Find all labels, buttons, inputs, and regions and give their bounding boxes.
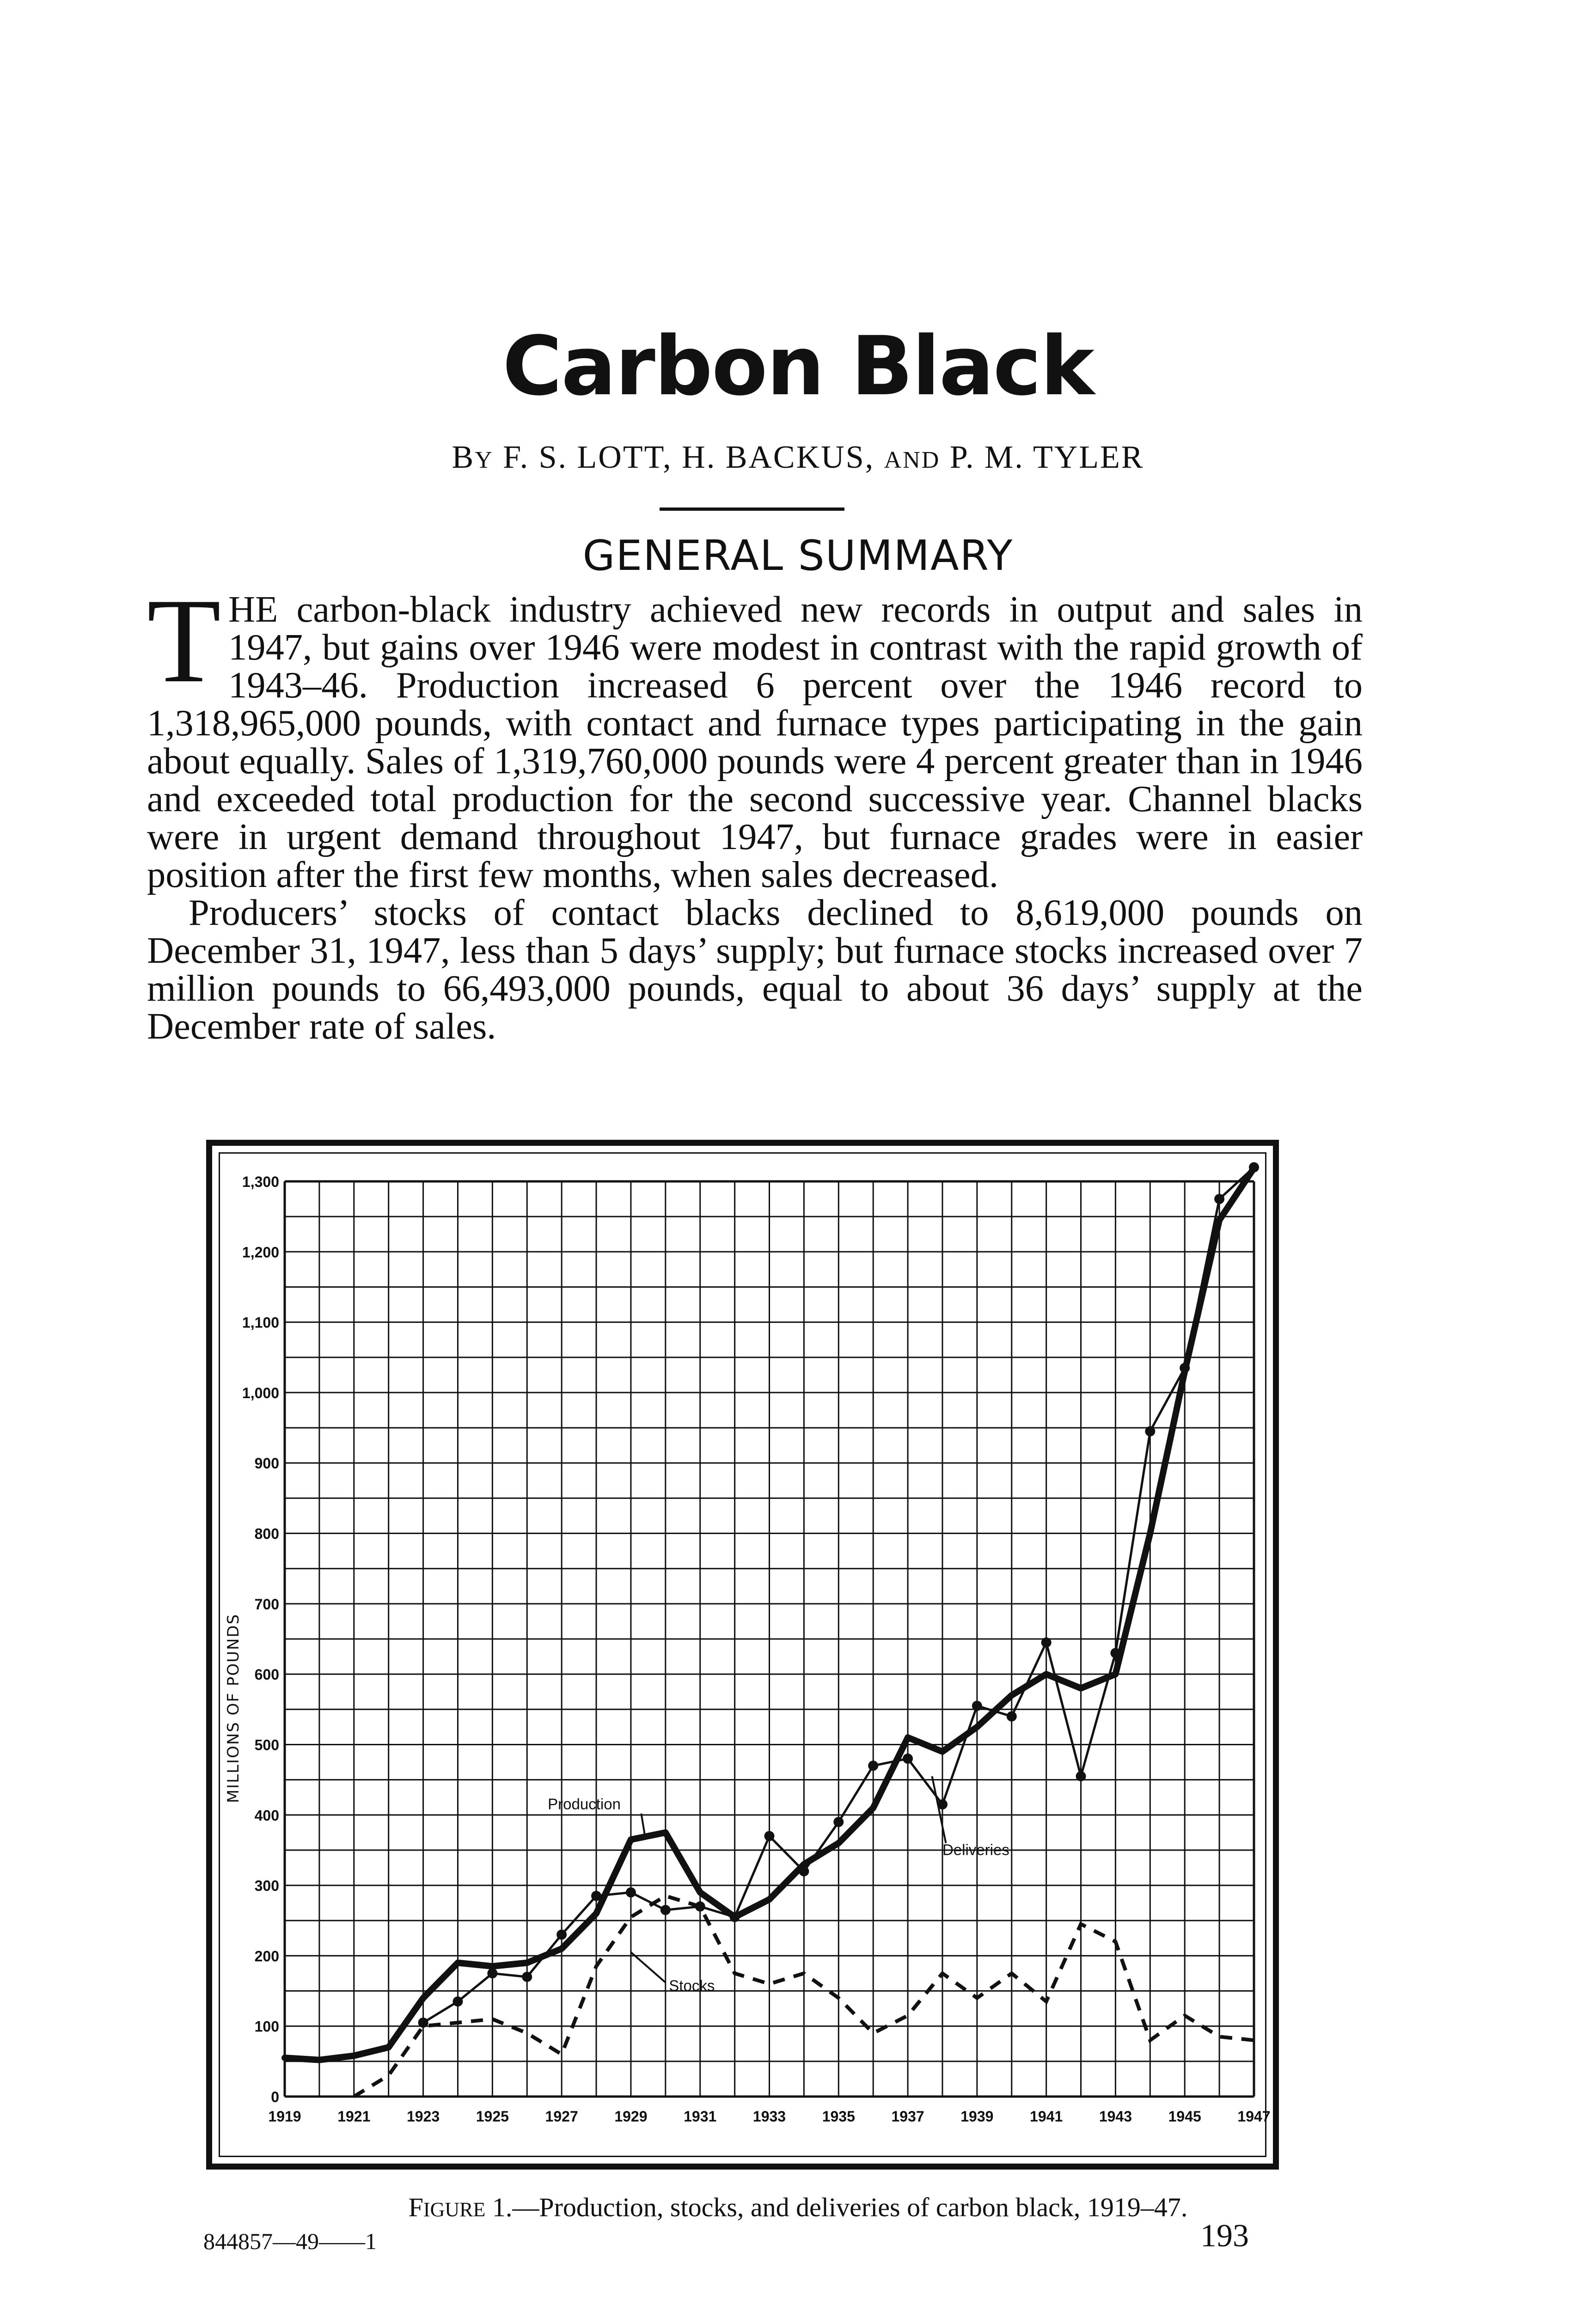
data-point-deliveries [522,1972,532,1982]
byline-prefix-small: Y [475,447,494,473]
annotation-production: Production [548,1795,621,1813]
data-point-deliveries [487,1968,497,1978]
x-tick-label: 1929 [614,2108,648,2125]
byline-authors-1: F. S. LOTT, H. BACKUS, [503,440,875,475]
annotation-deliveries: Deliveries [942,1841,1009,1859]
data-point-deliveries [903,1754,913,1764]
annotation-leader-deliveries [932,1776,946,1843]
annotation-leader-production [641,1814,644,1835]
y-tick-label: 600 [254,1666,279,1683]
data-point-deliveries [418,2018,428,2028]
caption-label-rest: IGURE [423,2198,486,2221]
x-tick-label: 1921 [337,2108,371,2125]
y-tick-label: 1,300 [242,1174,279,1190]
body-text [147,574,1363,1047]
drop-cap: T [147,574,221,708]
data-point-deliveries [556,1930,567,1940]
title-rule [660,507,844,511]
data-point-deliveries [833,1817,844,1827]
data-point-deliveries [1145,1426,1155,1437]
y-axis-label: MILLIONS OF POUNDS [224,1613,243,1804]
x-tick-label: 1931 [684,2108,717,2125]
data-point-deliveries [1076,1771,1086,1781]
byline-authors-2: P. M. TYLER [949,440,1144,475]
y-tick-label: 1,200 [242,1244,279,1261]
paragraph-1 [147,574,1363,895]
y-tick-label: 200 [254,1948,279,1965]
y-tick-label: 300 [254,1877,279,1895]
paragraph-2: Producers’ stocks of contact blacks declined to 8,619,000 pounds on December 31, 1947, less than 5 days’ supply; but furnace stocks increased over 7 million pounds to 66,493,000 pounds, equal to about 36 days’ supply at the December rate of sales. [147,892,1363,1047]
x-tick-label: 1923 [406,2108,440,2125]
byline-prefix: B [452,440,475,475]
x-tick-label: 1939 [960,2108,994,2125]
byline-and: AND [884,447,941,473]
data-point-deliveries [1007,1712,1017,1722]
data-point-deliveries [591,1891,601,1901]
x-tick-label: 1937 [891,2108,924,2125]
y-tick-label: 400 [254,1807,279,1824]
x-tick-label: 1927 [545,2108,578,2125]
figure-caption [0,2192,1596,2223]
article-title: Carbon Black [502,319,1094,414]
annotation-stocks: Stocks [669,1977,715,1994]
y-tick-label: 1,100 [242,1314,279,1331]
data-point-deliveries [972,1701,982,1711]
chart-grid [285,1181,1254,2097]
y-tick-label: 700 [254,1596,279,1613]
data-point-deliveries [453,1996,463,2006]
x-tick-label: 1945 [1168,2108,1201,2125]
x-tick-label: 1925 [476,2108,509,2125]
y-tick-label: 900 [254,1455,279,1472]
data-point-deliveries [799,1866,809,1877]
x-tick-label: 1947 [1237,2108,1271,2125]
data-point-deliveries [1110,1648,1120,1658]
y-tick-label: 0 [271,2089,279,2105]
y-tick-label: 100 [254,2018,279,2035]
annotation-leader-stocks [631,1952,666,1982]
data-point-deliveries [764,1831,775,1841]
y-tick-label: 1,000 [242,1384,279,1401]
figure-1-chart [206,1140,1279,2170]
data-point-deliveries [1249,1162,1259,1173]
y-tick-label: 500 [254,1736,279,1754]
data-point-deliveries [660,1905,671,1915]
caption-text: 1.—Production, stocks, and deliveries of carbon black, 1919–47. [492,2192,1188,2222]
y-tick-label: 800 [254,1525,279,1542]
x-tick-label: 1943 [1099,2108,1132,2125]
page-number: 193 [1200,2218,1249,2254]
data-point-deliveries [868,1761,878,1771]
x-tick-label: 1933 [752,2108,786,2125]
caption-label-first: F [408,2192,423,2222]
section-title: GENERAL SUMMARY [582,532,1014,580]
data-point-deliveries [1041,1638,1052,1648]
byline [0,439,1596,476]
x-tick-label: 1919 [268,2108,301,2125]
x-tick-label: 1935 [822,2108,855,2125]
x-tick-label: 1941 [1030,2108,1063,2125]
data-point-deliveries [626,1887,636,1897]
data-point-deliveries [1214,1194,1224,1204]
data-point-deliveries [730,1912,740,1922]
print-code: 844857—49——1 [203,2228,377,2254]
paragraph-1-text: HE carbon-black industry achieved new records in output and sales in 1947, but gains over 1946 were modest in contrast with the rapid growth of 1943–46. Production increased 6 percent over the 1946 record to 1,318,965,000 pounds, with contact and furnace types participating in the gain about equally. Sales of 1,319,760,000 pounds were 4 percent greater than in 1946 and exceeded total production for the second successive year. Channel blacks were in urgent demand throughout 1947, but furnace grades were in easier position after the first few months, when sales decreased. [147,589,1363,895]
data-point-deliveries [1180,1363,1190,1373]
